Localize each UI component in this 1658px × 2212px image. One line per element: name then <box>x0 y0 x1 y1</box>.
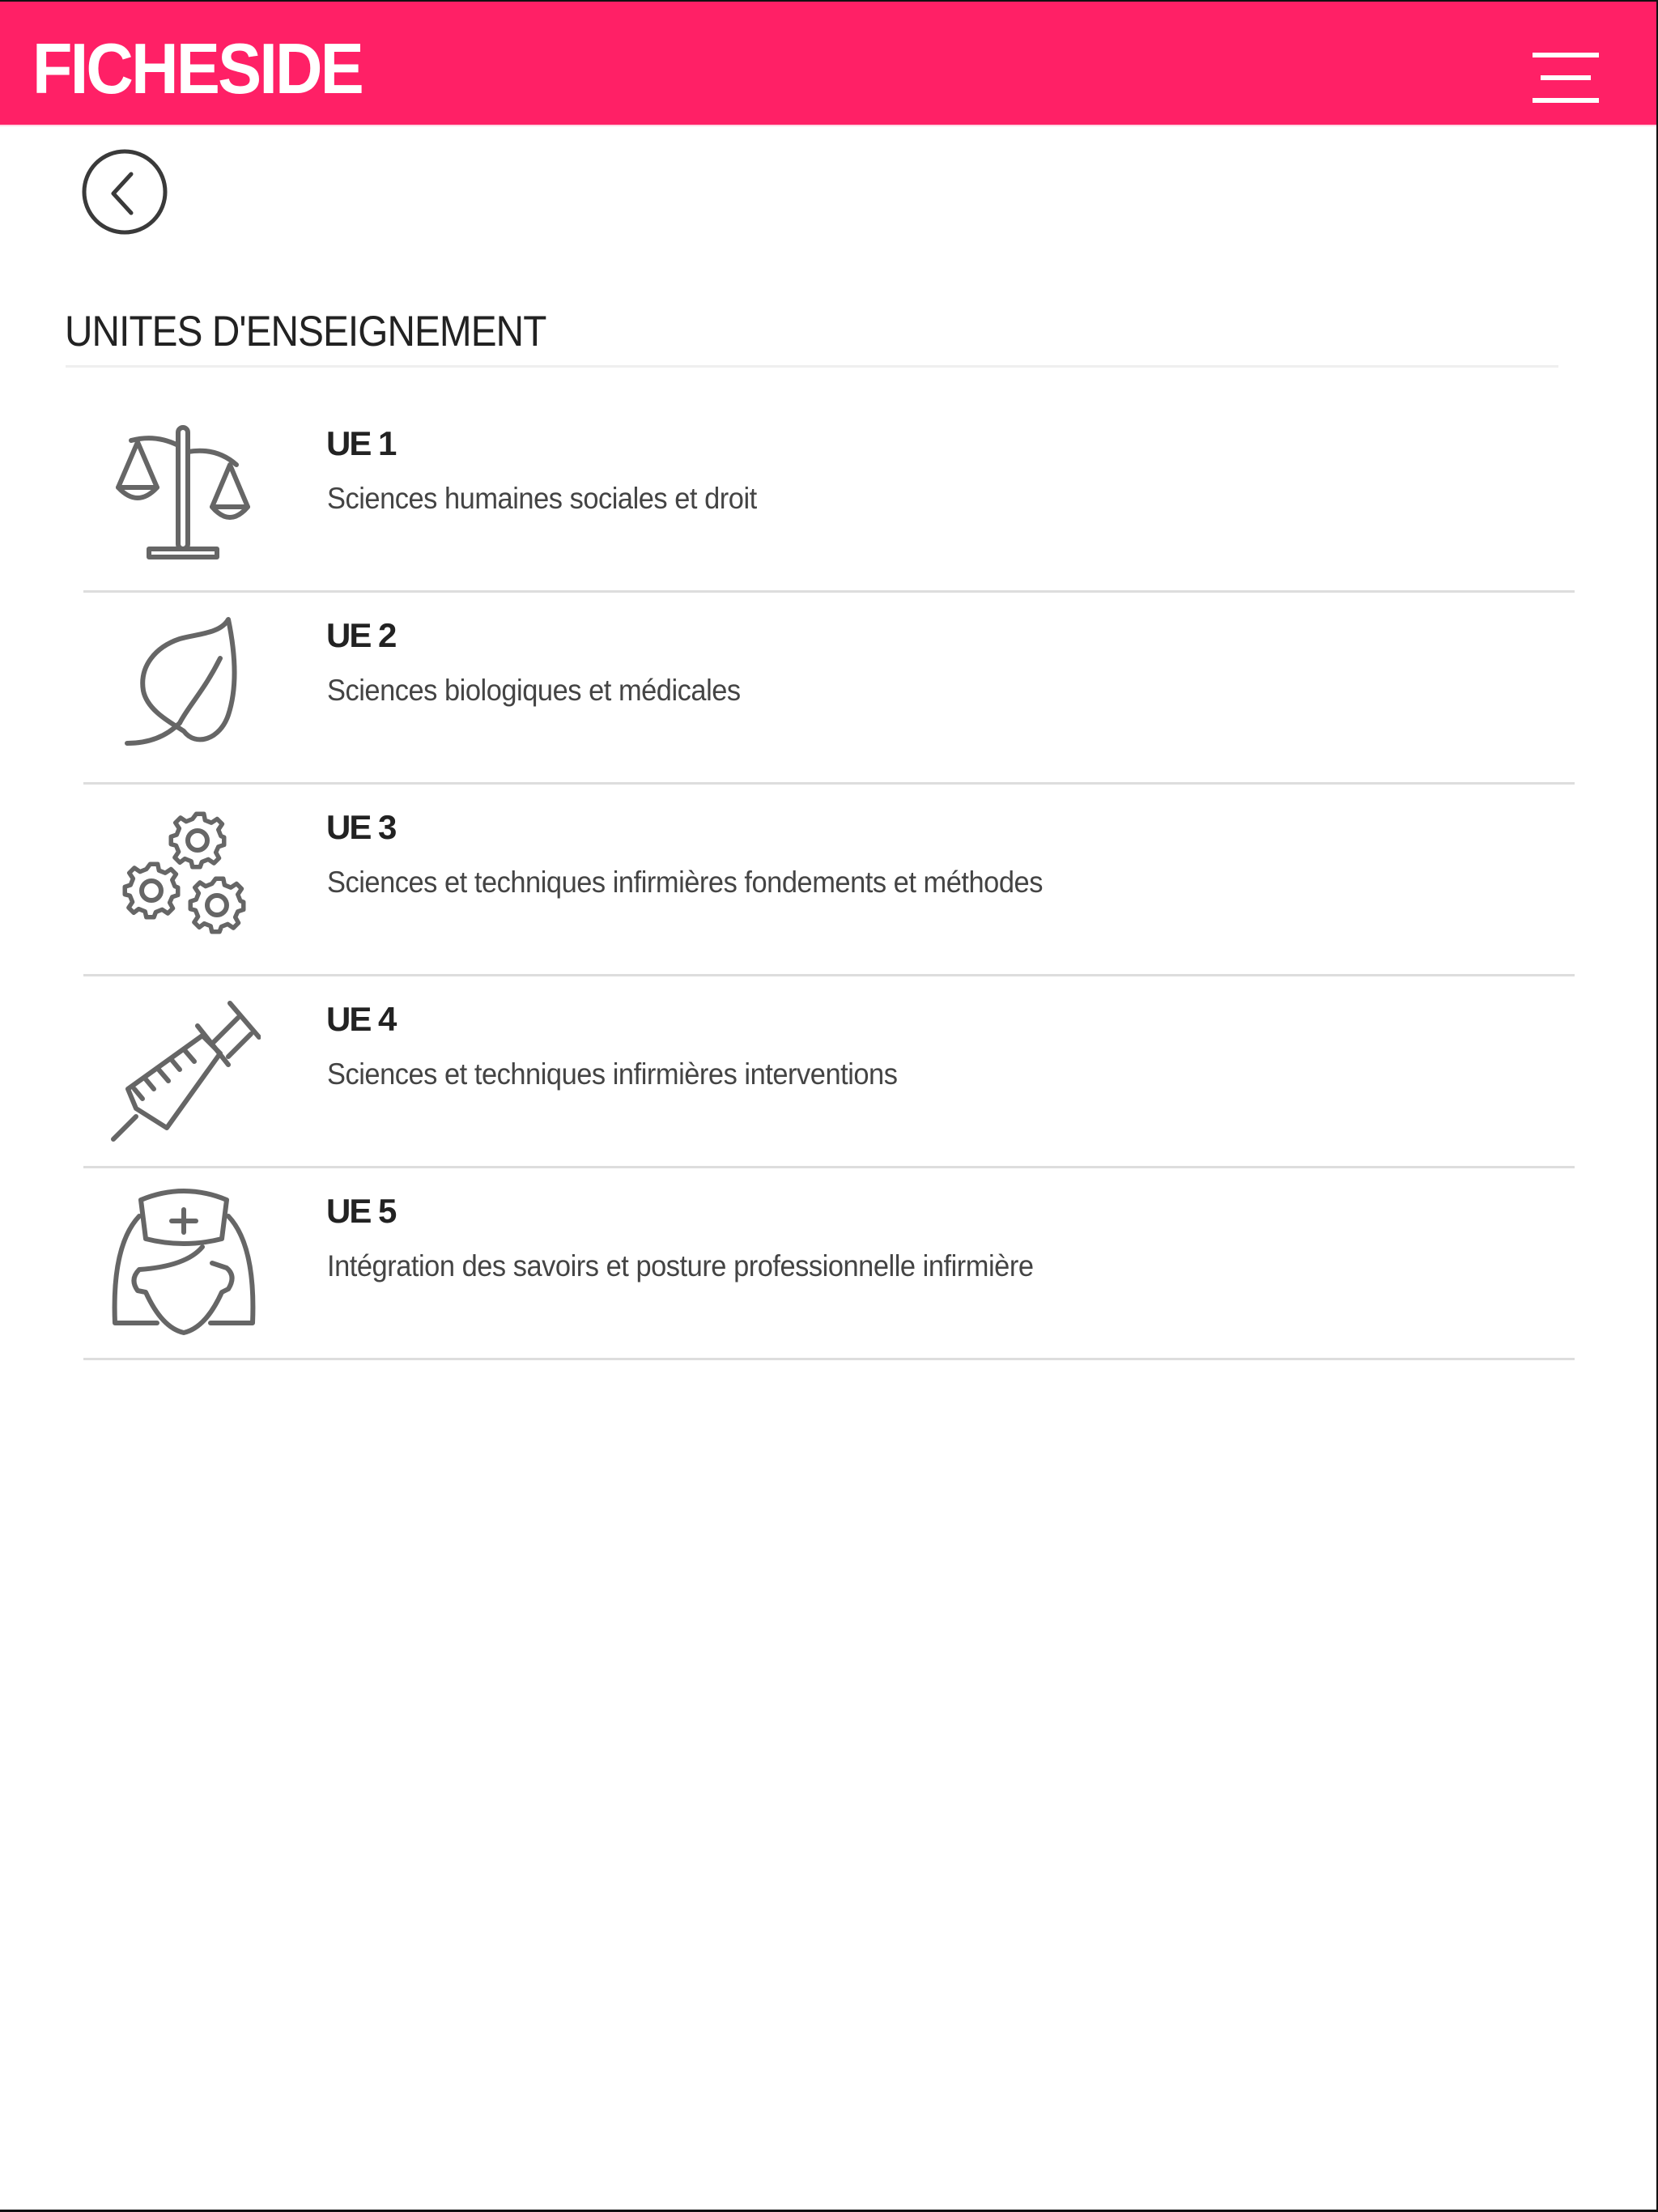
ue-list-item-4[interactable] <box>0 976 1658 1168</box>
app-header <box>0 2 1656 126</box>
ue-list-item-3[interactable] <box>0 784 1658 976</box>
ue-code: UE 5 <box>326 1192 396 1230</box>
syringe-icon <box>107 993 261 1147</box>
menu-bar-bottom <box>1533 98 1599 103</box>
scales-of-justice-icon <box>107 418 261 572</box>
back-button[interactable] <box>81 148 168 236</box>
ue-list-item-2[interactable] <box>0 592 1658 784</box>
hamburger-menu-button[interactable] <box>1522 42 1611 115</box>
leaf-icon <box>107 610 261 764</box>
ue-code: UE 3 <box>326 808 396 846</box>
ue-code: UE 1 <box>326 424 396 462</box>
ue-description: Sciences et techniques infirmières interventions <box>327 1057 898 1091</box>
row-divider <box>83 1358 1575 1360</box>
menu-bar-top <box>1533 53 1599 57</box>
ue-description: Sciences humaines sociales et droit <box>327 482 757 515</box>
chevron-left-circle-icon <box>81 148 168 236</box>
ue-code: UE 4 <box>326 1000 396 1038</box>
ue-list-item-5[interactable] <box>0 1168 1658 1359</box>
menu-bar-middle <box>1541 75 1591 80</box>
ue-description: Sciences biologiques et médicales <box>327 674 741 707</box>
ue-description: Sciences et techniques infirmières fondements et méthodes <box>327 866 1043 899</box>
page-title: UNITES D'ENSEIGNEMENT <box>65 307 546 355</box>
gears-icon <box>107 802 261 955</box>
nurse-icon <box>107 1185 261 1339</box>
ue-list <box>0 400 1658 1359</box>
title-divider <box>66 365 1558 368</box>
ue-list-item-1[interactable] <box>0 400 1658 592</box>
app-logo[interactable]: FICHESIDE <box>32 28 362 108</box>
ue-description: Intégration des savoirs et posture professionnelle infirmière <box>327 1249 1034 1283</box>
ue-code: UE 2 <box>326 616 396 654</box>
